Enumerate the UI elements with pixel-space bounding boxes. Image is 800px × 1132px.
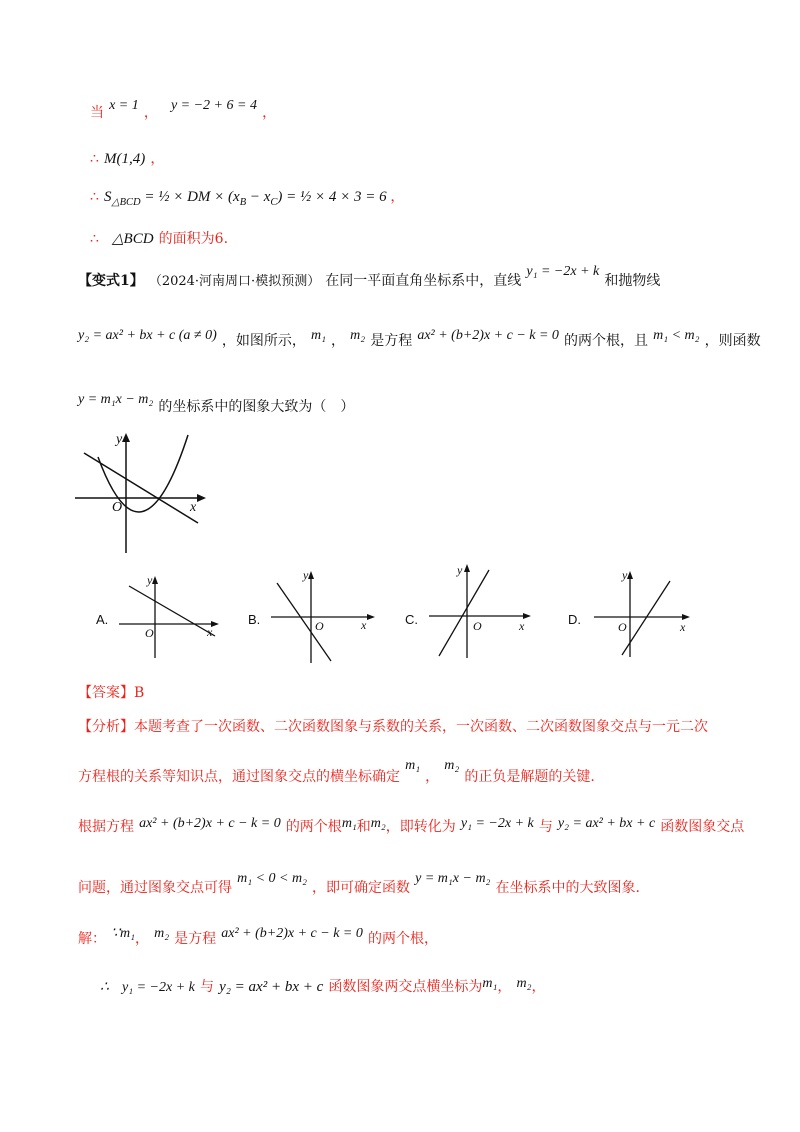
option-b-label[interactable]: B. bbox=[248, 612, 261, 627]
answer-value: B bbox=[134, 685, 145, 701]
solution-m1: m₁ bbox=[120, 926, 135, 941]
graph-line bbox=[439, 570, 489, 656]
analysis-sep: ， bbox=[425, 769, 440, 785]
y-axis-arrow bbox=[152, 576, 158, 584]
line-area-formula bbox=[90, 186, 404, 208]
solution-text-1: 是方程 bbox=[174, 931, 217, 947]
xB-sub: B bbox=[239, 197, 247, 208]
sep-text: ， bbox=[143, 105, 158, 121]
y-label: y bbox=[457, 563, 463, 577]
therefore-symbol: ∴ bbox=[90, 189, 99, 205]
y-label: y bbox=[116, 432, 123, 447]
y-axis-arrow bbox=[464, 564, 470, 572]
y-axis-arrow bbox=[122, 433, 130, 442]
problem-text-1: 在同一平面直角坐标系中，直线 bbox=[325, 273, 522, 289]
analysis-p4a: 问题，通过图象交点可得 bbox=[78, 880, 232, 896]
line-equation: y₁ = −2x + k bbox=[526, 264, 600, 279]
analysis-p3e: 与 bbox=[538, 819, 553, 835]
expr-y: y = −2 + 6 = 4 bbox=[170, 98, 257, 113]
graph-line bbox=[622, 581, 670, 655]
area-part-c: − x bbox=[246, 189, 271, 205]
analysis-line-1 bbox=[78, 716, 708, 736]
analysis-p4c: 在坐标系中的大致图象. bbox=[495, 880, 640, 896]
cond-x1: x = 1 bbox=[109, 98, 139, 113]
analysis-m2: m₂ bbox=[444, 758, 460, 773]
problem-text-5: 的两个根，且 bbox=[564, 333, 649, 349]
analysis-p4b: ，即可确定函数 bbox=[312, 880, 411, 896]
analysis-line-4 bbox=[78, 871, 640, 897]
root-m1: m₁ bbox=[310, 328, 326, 343]
comma: ， bbox=[331, 333, 346, 349]
origin-label: O bbox=[473, 619, 482, 633]
option-c-graph[interactable] bbox=[425, 560, 535, 660]
x-label: x bbox=[519, 619, 525, 633]
x-label: x bbox=[207, 625, 213, 639]
solution-text-4: 函数图象两交点横坐标为 bbox=[328, 979, 483, 995]
option-d-graph[interactable] bbox=[588, 565, 698, 660]
analysis-condition: m₁ < 0 < m₂ bbox=[237, 871, 307, 886]
area-part-b: = ½ × DM × (x bbox=[144, 189, 240, 205]
analysis-p3c: 和 bbox=[356, 819, 371, 835]
x-label: x bbox=[361, 618, 367, 632]
parabola-equation: y₂ = ax² + bx + c (a ≠ 0) bbox=[78, 328, 217, 343]
origin-label: O bbox=[112, 500, 123, 515]
because-symbol: ∵ bbox=[111, 926, 121, 941]
area-S: S bbox=[104, 189, 112, 205]
analysis-p2b: 的正负是解题的关键. bbox=[464, 769, 595, 785]
analysis-p3-m2: m₂ bbox=[370, 816, 386, 831]
analysis-p1: 本题考查了一次函数、二次函数图象与系数的关系，一次函数、二次函数图象交点与一元二次 bbox=[134, 719, 708, 735]
analysis-p3f: 函数图象交点 bbox=[660, 819, 745, 835]
line-area-result bbox=[90, 228, 228, 248]
solution-text-2: 的两个根， bbox=[367, 931, 438, 947]
answer-tag: 【答案】 bbox=[78, 685, 134, 701]
point-M: M(1,4) bbox=[104, 151, 146, 167]
problem-line-1 bbox=[78, 264, 661, 290]
analysis-equation: ax² + (b+2)x + c − k = 0 bbox=[139, 816, 281, 831]
analysis-m1: m₁ bbox=[405, 758, 421, 773]
analysis-line-eq: y₁ = −2x + k bbox=[460, 816, 534, 831]
y-label: y bbox=[147, 573, 153, 587]
therefore-symbol: ∴ bbox=[100, 980, 109, 995]
option-a-label[interactable]: A. bbox=[96, 612, 109, 627]
graph-line bbox=[129, 586, 215, 636]
problem-text-6: ，则函数 bbox=[704, 333, 761, 349]
analysis-line-3 bbox=[78, 816, 744, 836]
answer-line bbox=[78, 682, 144, 702]
solution-line-eq: y₁ = −2x + k bbox=[122, 980, 195, 995]
problem-text-3: ，如图所示， bbox=[221, 333, 306, 349]
triangle-BCD: △BCD bbox=[112, 231, 154, 247]
therefore-symbol: ∴ bbox=[90, 231, 99, 247]
solution-parabola-eq: y₂ = ax² + bx + c bbox=[219, 979, 324, 995]
analysis-p2a: 方程根的关系等知识点，通过图象交点的横坐标确定 bbox=[78, 769, 400, 785]
origin-label: O bbox=[618, 620, 627, 634]
root-m2: m₂ bbox=[350, 328, 366, 343]
problem-text-2: 和抛物线 bbox=[604, 273, 661, 289]
end-text: ， bbox=[390, 189, 405, 205]
area-part-d: ) = ½ × 4 × 3 = 6 bbox=[277, 189, 387, 205]
line-when bbox=[90, 98, 277, 122]
target-function: y = m₁x − m₂ bbox=[78, 392, 154, 407]
solution-m2: m₂ bbox=[154, 926, 170, 941]
area-sub: △BCD bbox=[111, 197, 141, 208]
analysis-p3-m1: m₁ bbox=[341, 816, 357, 831]
x-axis-arrow bbox=[197, 494, 206, 502]
solution-m1b: m₁ bbox=[482, 976, 498, 991]
solution-end: ， bbox=[531, 979, 546, 995]
analysis-p3a: 根据方程 bbox=[78, 819, 134, 835]
x-label: x bbox=[680, 620, 686, 634]
analysis-p3b: 的两个根 bbox=[285, 819, 342, 835]
problem-text-7: 的坐标系中的图象大致为（ ） bbox=[158, 399, 355, 415]
option-c-label[interactable]: C. bbox=[405, 612, 418, 627]
problem-text-4: 是方程 bbox=[370, 333, 413, 349]
root-condition: m₁ < m₂ bbox=[653, 328, 700, 343]
origin-label: O bbox=[315, 619, 324, 633]
y-label: y bbox=[303, 568, 309, 582]
solution-m2b: m₂ bbox=[516, 976, 532, 991]
problem-tag: 【变式1】 bbox=[78, 273, 144, 289]
when-text: 当 bbox=[90, 105, 104, 121]
y-axis-arrow bbox=[627, 571, 633, 579]
solution-equation: ax² + (b+2)x + c − k = 0 bbox=[221, 926, 363, 941]
area-result-text: 的面积为6. bbox=[158, 231, 229, 247]
solution-sep: ， bbox=[135, 931, 149, 947]
x-axis-arrow bbox=[367, 614, 375, 620]
solution-line-1 bbox=[78, 928, 438, 948]
y-label: y bbox=[622, 568, 628, 582]
analysis-line-2 bbox=[78, 758, 595, 786]
analysis-parabola-eq: y₂ = ax² + bx + c bbox=[557, 816, 656, 831]
line-M bbox=[90, 148, 164, 168]
analysis-p3d: ，即转化为 bbox=[385, 819, 456, 835]
solution-text-3: 与 bbox=[199, 979, 214, 995]
option-d-label[interactable]: D. bbox=[568, 612, 581, 627]
solution-sep-2: ， bbox=[497, 979, 512, 995]
option-b-graph[interactable] bbox=[265, 565, 380, 665]
therefore-symbol: ∴ bbox=[90, 151, 99, 167]
end-text: ， bbox=[150, 151, 165, 167]
y-axis-arrow bbox=[308, 571, 314, 579]
x-label: x bbox=[190, 500, 197, 515]
problem-line-3 bbox=[78, 392, 355, 416]
problem-line-2 bbox=[78, 330, 761, 350]
quadratic-equation: ax² + (b+2)x + c − k = 0 bbox=[417, 328, 559, 343]
origin-label: O bbox=[145, 626, 154, 640]
solution-line-2 bbox=[100, 976, 545, 996]
analysis-function: y = m₁x − m₂ bbox=[415, 871, 491, 886]
problem-source: （2024·河南周口·模拟预测） bbox=[148, 274, 321, 289]
solution-tag: 解： bbox=[78, 931, 106, 947]
xC-sub: C bbox=[270, 197, 278, 208]
main-figure bbox=[70, 425, 220, 555]
end-text: ， bbox=[262, 105, 277, 121]
option-a-graph[interactable] bbox=[115, 570, 225, 660]
analysis-tag: 【分析】 bbox=[78, 719, 134, 735]
